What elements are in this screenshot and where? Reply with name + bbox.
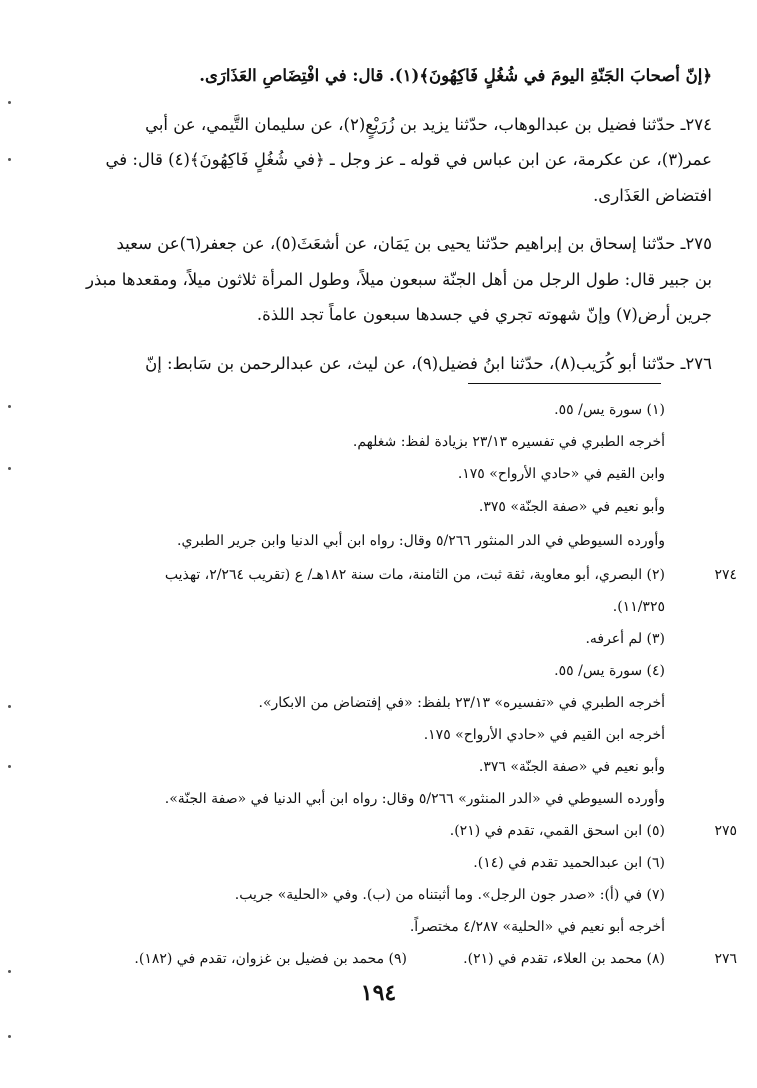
footnote-6: (٦) ابن عبدالحميد تقدم في (١٤).	[473, 855, 665, 871]
footnote-4-line-3: أخرجه ابن القيم في «حادي الأرواح» ١٧٥.	[423, 727, 665, 743]
text-line-1: ﴿إنّ أصحابَ الجَنّةِ اليومَ في شُغُلٍ فَاكِهُونَ﴾(١). قال: في افْتِضَاصِ العَذَارَى.	[199, 66, 712, 85]
main-text-block	[46, 58, 712, 381]
footnote-1-line-5: وأورده السيوطي في الدر المنثور ٥/٢٦٦ وقال: رواه ابن أبي الدنيا وابن جرير الطبري.	[177, 533, 665, 549]
scan-mark	[8, 765, 11, 768]
footnote-3: (٣) لم أعرفه.	[585, 631, 665, 647]
footnote-7-line-2: أخرجه أبو نعيم في «الحلية» ٤/٢٨٧ مختصراً.	[409, 919, 665, 935]
footnote-separator	[468, 383, 661, 384]
text-line-4: افتضاض العَذَارى.	[593, 185, 712, 205]
footnote-4-line-2: أخرجه الطبري في «تفسيره» ٢٣/١٣ بلفظ: «في إفتضاض من الابكار».	[258, 695, 665, 711]
footnote-9: (٩) محمد بن فضيل بن غزوان، تقدم في (١٨٢).	[134, 951, 407, 967]
scan-mark	[8, 970, 11, 973]
footnote-1-line-3: وابن القيم في «حادي الأرواح» ١٧٥.	[457, 466, 665, 482]
hadith-number-275: ٢٧٥	[714, 823, 737, 839]
scan-mark	[8, 158, 11, 161]
scan-mark	[8, 705, 11, 708]
footnote-2: (٢) البصري، أبو معاوية، ثقة ثبت، من الثامنة، مات سنة ١٨٢هـ/ ع (تقريب ٢/٢٦٤، تهذيب	[164, 567, 665, 583]
text-line-8: ٢٧٦ـ حدّثنا أبو كُرَيب(٨)، حدّثنا ابنُ فضيل(٩)، عن ليث، عن عبدالرحمن بن سَابط: إنّ	[145, 353, 712, 373]
scan-mark	[8, 467, 11, 470]
text-line-7: جرين أرض(٧) وإنّ شهوته تجري في جسدها سبعون عاماً تجد اللذة.	[256, 305, 712, 324]
hadith-number-276: ٢٧٦	[714, 951, 737, 967]
footnote-2-line-2: ١١/٣٢٥).	[612, 599, 665, 615]
footnote-1-line-4: وأبو نعيم في «صفة الجنّة» ٣٧٥.	[478, 499, 665, 515]
footnote-4-line-5: وأورده السيوطي في «الدر المنثور» ٥/٢٦٦ وقال: رواه ابن أبي الدنيا في «صفة الجنّة».	[164, 791, 665, 807]
text-line-2: ٢٧٤ـ حدّثنا فضيل بن عبدالوهاب، حدّثنا يزيد بن زُرَيْعٍ(٢)، عن سليمان التَّيمي، عن أبي	[145, 114, 712, 134]
footnote-5: (٥) ابن اسحق القمي، تقدم في (٢١).	[449, 823, 665, 839]
scan-mark	[8, 101, 11, 104]
footnote-7: (٧) في (أ): «صدر جون الرجل». وما أثبتناه من (ب). وفي «الحلية» جريب.	[234, 887, 665, 903]
hadith-number-274: ٢٧٤	[714, 567, 737, 583]
text-line-5: ٢٧٥ـ حدّثنا إسحاق بن إبراهيم حدّثنا يحيى بن يَمَان، عن أشعَثَ(٥)، عن جعفر(٦)عن سعيد	[116, 234, 712, 253]
text-line-6: بن جبير قال: طول الرجل من أهل الجنّة سبعون ميلاً، وطول المرأة ثلاثون ميلاً، ومقعدها مبذر	[86, 269, 712, 289]
footnote-4: (٤) سورة يس/ ٥٥.	[554, 663, 665, 679]
footnote-8: (٨) محمد بن العلاء، تقدم في (٢١).	[463, 951, 665, 967]
text-line-3: عمر(٣)، عن عكرمة، عن ابن عباس في قوله ـ عز وجل ـ ﴿في شُغُلٍ فَاكِهُونَ﴾(٤) قال: في	[105, 150, 712, 169]
page-number: ١٩٤	[360, 980, 397, 1006]
footnote-1-line-2: أخرجه الطبري في تفسيره ٢٣/١٣ بزيادة لفظ: شغلهم.	[352, 434, 665, 450]
footnote-1: (١) سورة يس/ ٥٥.	[554, 402, 665, 418]
scan-mark	[8, 1035, 11, 1038]
footnote-4-line-4: وأبو نعيم في «صفة الجنّة» ٣٧٦.	[478, 759, 665, 775]
scan-mark	[8, 405, 11, 408]
